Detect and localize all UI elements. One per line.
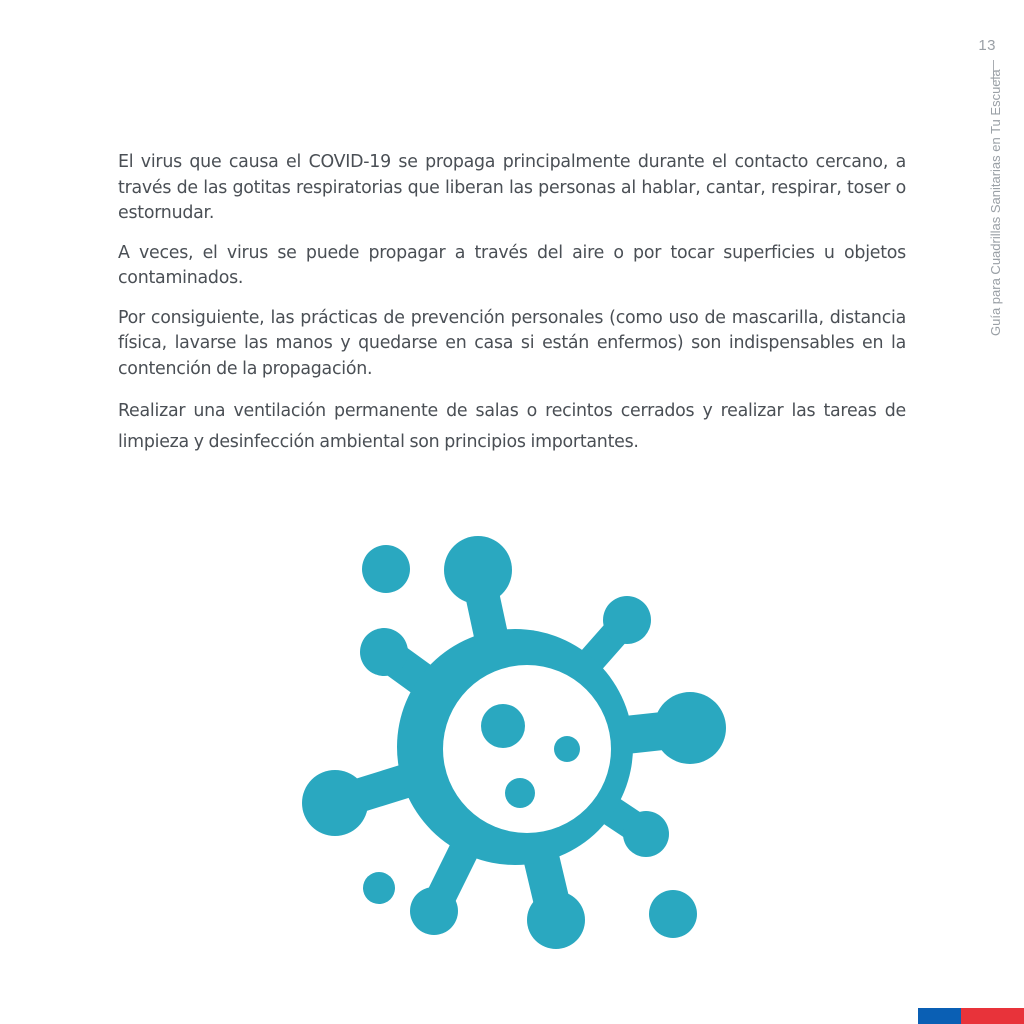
virus-icon — [296, 530, 736, 960]
paragraph-airborne: A veces, el virus se puede propagar a través del aire o por tocar superficies u objetos contaminados. — [118, 242, 906, 288]
paragraph-transmission: El virus que causa el COVID-19 se propaga principalmente durante el contacto cercano, a través de las gotitas respiratorias que liberan las personas al hablar, cantar, respirar, toser o estornudar. — [118, 152, 906, 223]
running-header: Guía para Cuadrillas Sanitarias en Tu Escuela — [988, 69, 1003, 336]
body-text — [118, 150, 906, 472]
paragraph-ventilation: Realizar una ventilación permanente de salas o recintos cerrados y realizar las tareas de limpieza y desinfección ambiental son principios importantes. — [118, 401, 906, 452]
flag-red-segment — [961, 1008, 1024, 1024]
paragraph-prevention: Por consiguiente, las prácticas de prevención personales (como uso de mascarilla, distancia física, lavarse las manos y quedarse en casa si están enfermos) son indispensables en la contención de la propagación. — [118, 307, 906, 379]
flag-bar — [918, 1008, 1024, 1024]
flag-blue-segment — [918, 1008, 961, 1024]
page-number: 13 — [978, 37, 996, 54]
